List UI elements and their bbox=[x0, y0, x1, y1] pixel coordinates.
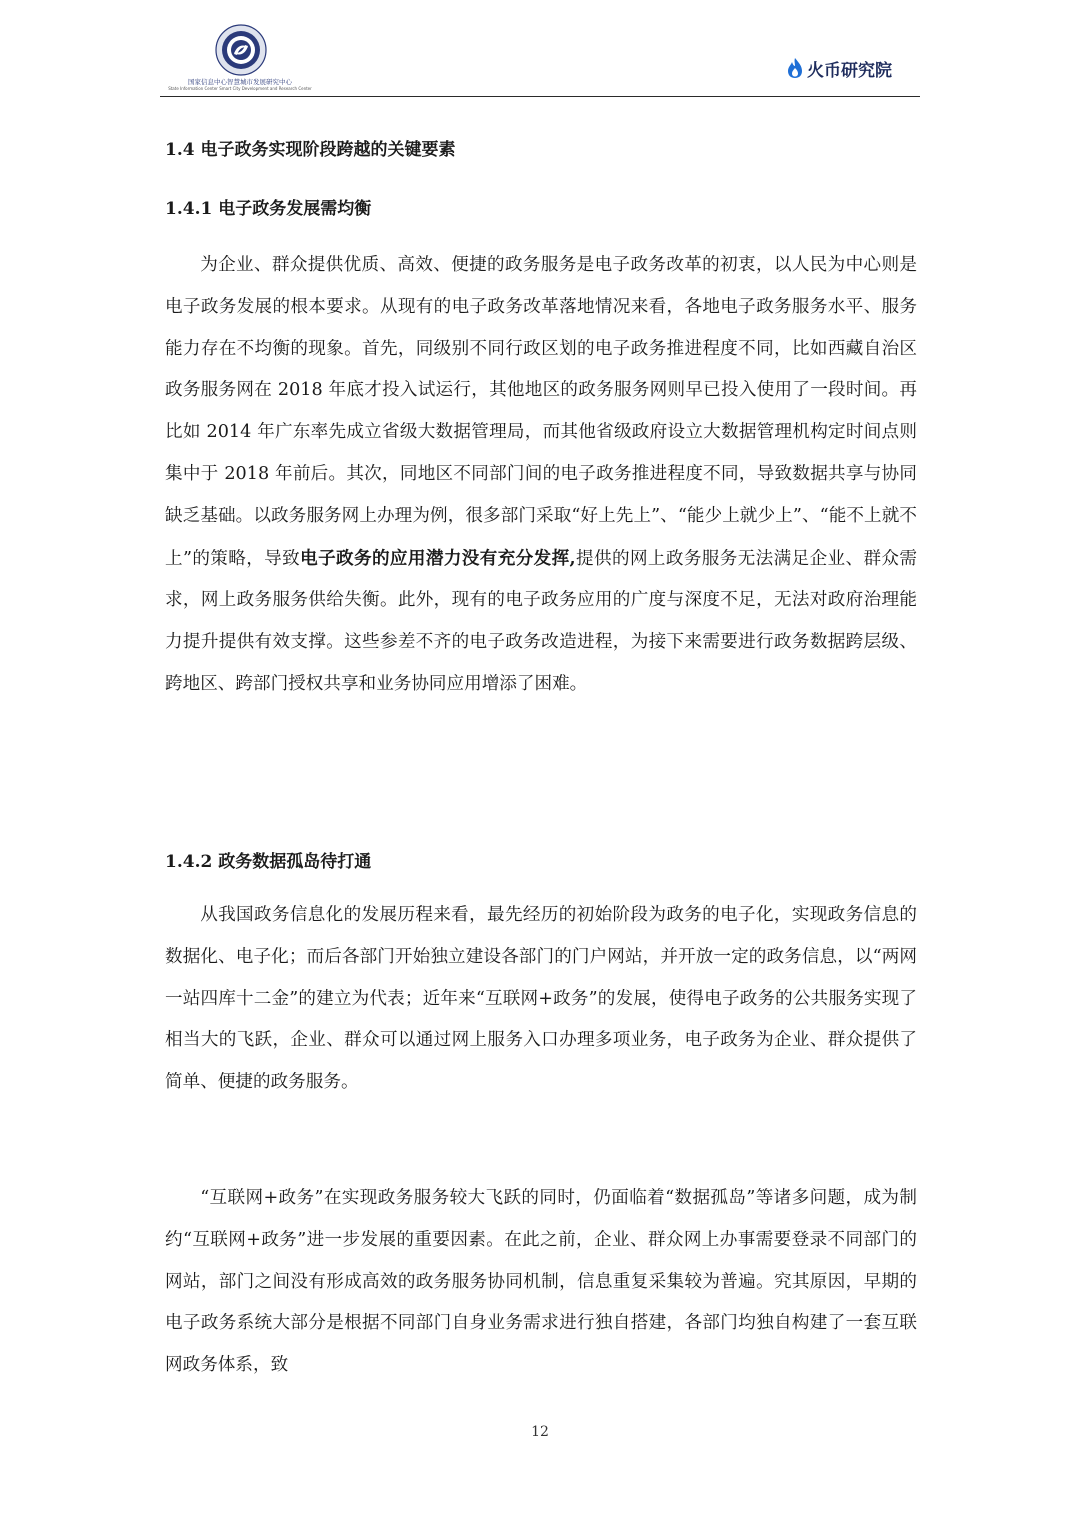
paragraph-1-text-b: 提供的网上政务服务无法满足企业、群众需求，网上政务服务供给失衡。此外，现有的电子政务应用的广度与深度不足，无法对政府治理能力提升提供有效支撑。这些参差不齐的电子政务改造进程，为接下来需要进行政务数据跨层级、跨地区、跨部门授权共享和业务协同应用增添了困难。 bbox=[165, 548, 917, 694]
paragraph-3: “互联网+政务”在实现政务服务较大飞跃的同时，仍面临着“数据孤岛”等诸多问题，成为制约“互联网+政务”进一步发展的重要因素。在此之前，企业、群众网上办事需要登录不同部门的网站，部门之间没有形成高效的政务服务协同机制，信息重复采集较为普遍。究其原因，早期的电子政务系统大部分是根据不同部门自身业务需求进行独自搭建，各部门均独自构建了一套互联网政务体系，致 bbox=[165, 1188, 917, 1376]
page-number: 12 bbox=[531, 1424, 549, 1440]
paragraph-1 bbox=[165, 245, 917, 706]
paragraph-1-text-a: 为企业、群众提供优质、高效、便捷的政务服务是电子政务改革的初衷，以人民为中心则是电子政务发展的根本要求。从现有的电子政务改革落地情况来看，各地电子政务服务水平、服务能力存在不均衡的现象。首先，同级别不同行政区划的电子政务推进程度不同，比如西藏自治区政务服务网在 2018 年底才投入试运行，其他地区的政务服务网则早已投入使用了一段时间。再比如 2014 年广东率先成立省级大数据管理局，而其他省级政府设立大数据管理机构定时间点则集中于 2018 年前后。其次，同地区不同部门间的电子政务推进程度不同，导致数据共享与协同缺乏基础。以政务服务网上办理为例，很多部门采取“好上先上”、“能少上就少上”、“能不上就不上”的策略，导致 bbox=[165, 255, 917, 569]
paragraph-2: 从我国政务信息化的发展历程来看，最先经历的初始阶段为政务的电子化，实现政务信息的数据化、电子化；而后各部门开始独立建设各部门的门户网站，并开放一定的政务信息，以“两网一站四库十二金”的建立为代表；近年来“互联网+政务”的发展，使得电子政务的公共服务实现了相当大的飞跃，企业、群众可以通过网上服务入口办理多项业务，电子政务为企业、群众提供了简单、便捷的政务服务。 bbox=[165, 905, 917, 1093]
header-divider bbox=[160, 96, 920, 97]
section-title-1-4-1: 1.4.1 电子政务发展需均衡 bbox=[165, 199, 372, 219]
org-logo bbox=[160, 22, 310, 98]
section-title-1-4-2: 1.4.2 政务数据孤岛待打通 bbox=[165, 852, 372, 872]
org-name-cn: 国家信息中心智慧城市发展研究中心 bbox=[188, 78, 292, 86]
org-emblem-icon bbox=[215, 24, 267, 76]
section-title-1-4: 1.4 电子政务实现阶段跨越的关键要素 bbox=[165, 140, 456, 160]
paragraph-1-bold: 电子政务的应用潜力没有充分发挥, bbox=[300, 547, 576, 569]
brand-logo bbox=[787, 56, 892, 80]
brand-name: 火币研究院 bbox=[807, 60, 892, 81]
page-header bbox=[160, 22, 920, 100]
flame-icon bbox=[787, 57, 803, 79]
org-name-en: State Information Center Smart City Development and Research Center bbox=[168, 86, 312, 91]
